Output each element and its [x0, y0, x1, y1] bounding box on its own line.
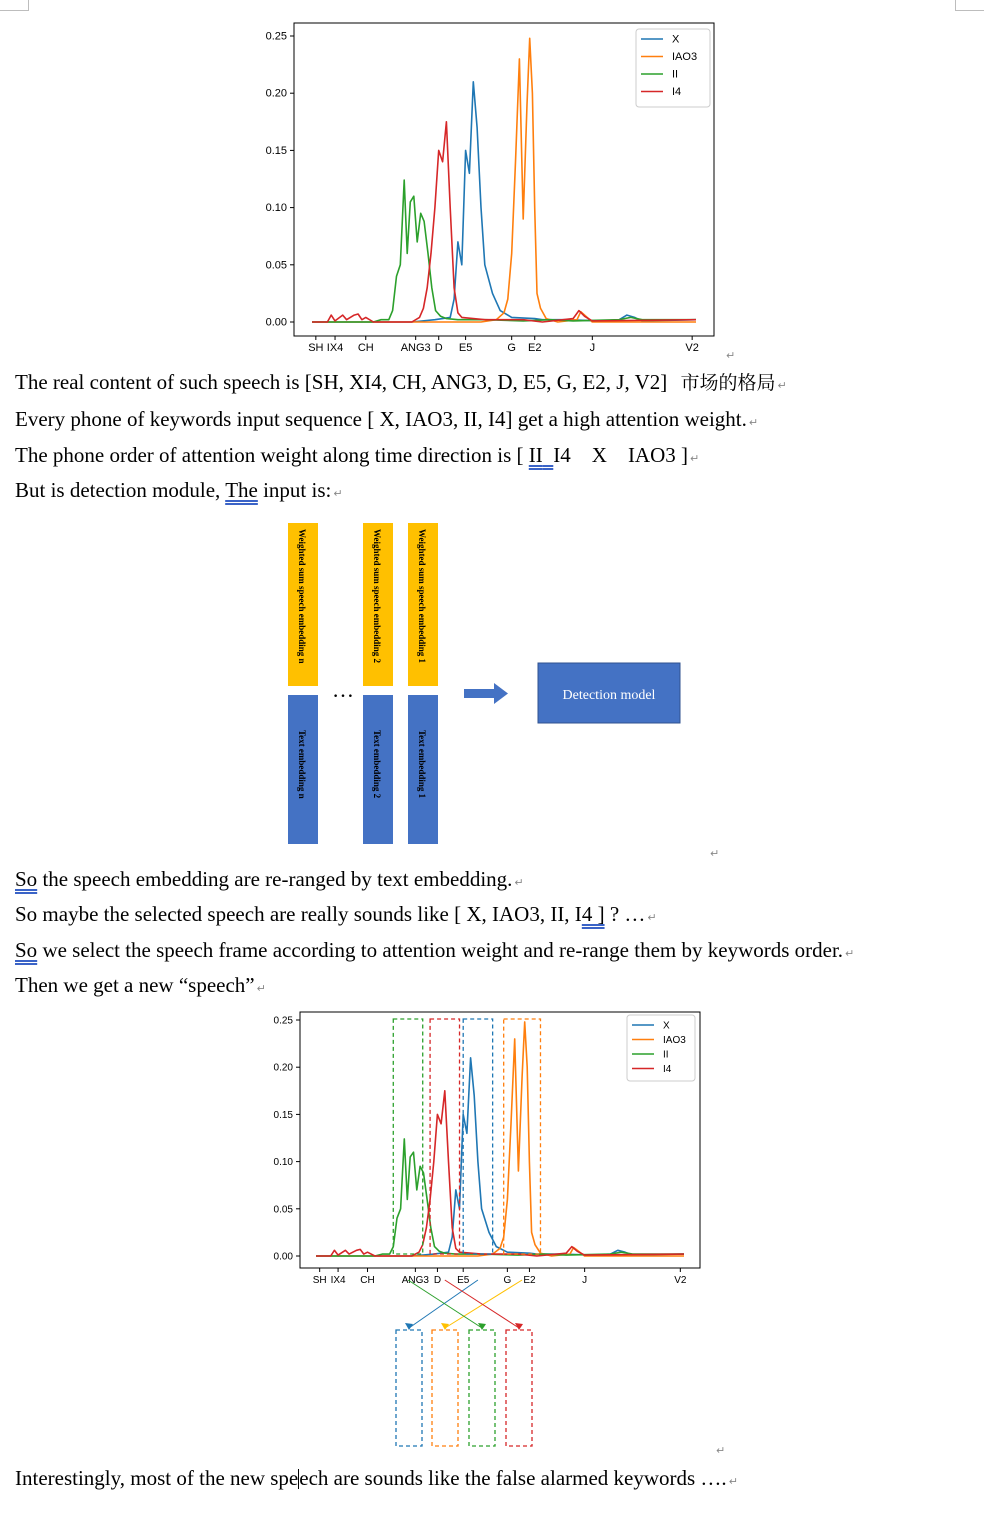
the-word: The — [225, 478, 258, 502]
y-tick-label: 0.05 — [265, 259, 287, 272]
new-speech-text: Then we get a new “speech” — [15, 973, 255, 997]
x-tick-label: V2 — [674, 1275, 687, 1286]
paragraph-mark: ↵ — [716, 1444, 726, 1457]
so-word: So — [15, 867, 38, 891]
legend-label: IAO3 — [663, 1035, 686, 1046]
paragraph-mark: ↵ — [710, 847, 720, 860]
legend-label: IAO3 — [672, 51, 698, 63]
speech-label-1: Weighted sum speech embedding 1 — [417, 529, 427, 664]
y-tick-label: 0.15 — [265, 144, 287, 157]
paragraph-detection-input: But is detection module, The input is: ↵ — [15, 478, 343, 502]
detection-model-box — [538, 663, 680, 723]
reordered-box-x — [396, 1330, 422, 1446]
so-word-2: So — [15, 938, 38, 962]
y-tick-label: 0.10 — [265, 202, 287, 215]
detection-diagram — [280, 515, 700, 850]
y-tick-label: 0.25 — [265, 30, 287, 43]
y-tick-label: 0.00 — [265, 316, 287, 329]
real-content-text: The real content of such speech is [SH, XI4, CH, ANG3, D, E5, G, E2, J, V2] — [15, 370, 668, 394]
reordered-box-iao3 — [432, 1330, 458, 1446]
x-tick-label: CH — [357, 342, 374, 354]
reordered-attention-chart — [250, 1004, 720, 1454]
x-tick-label: IX4 — [326, 342, 344, 354]
phone-gap — [543, 443, 554, 467]
y-tick-label: 0.10 — [273, 1157, 293, 1169]
reordered-box-ii — [469, 1330, 495, 1446]
detection-model-label: Detection model — [562, 688, 656, 703]
x-tick-label: G — [503, 1275, 512, 1286]
x-tick-label: SH — [308, 342, 324, 354]
detection-prefix: But is detection module, — [15, 478, 226, 502]
x-tick-label: G — [507, 342, 516, 354]
x-tick-label: J — [582, 1275, 588, 1286]
y-tick-label: 0.15 — [273, 1109, 293, 1121]
x-tick-label: ANG3 — [400, 342, 431, 354]
speech-embedding-1 — [408, 523, 438, 686]
paragraph-new-speech: Then we get a new “speech” ↵ — [15, 973, 266, 997]
legend-label: II — [663, 1049, 669, 1061]
conclusion-text-end: ech are sounds like the false alarmed keywords …. — [299, 1466, 727, 1490]
reordered-box-i4 — [506, 1330, 532, 1446]
keywords-text: Every phone of keywords input sequence [ X, IAO3, II, I4] get a high attention weight. — [15, 407, 747, 431]
detection-rest: input is: — [257, 478, 332, 502]
legend — [627, 1015, 695, 1081]
paragraph-mark: ↵ — [726, 349, 736, 362]
legend-label: II — [672, 68, 679, 81]
x-tick-label: D — [433, 1275, 442, 1286]
text-embedding-1 — [408, 695, 438, 844]
y-tick-label: 0.25 — [273, 1015, 293, 1027]
x-tick-label: D — [434, 342, 443, 354]
x-tick-label: ANG3 — [401, 1275, 429, 1286]
x-tick-label: SH — [312, 1275, 327, 1286]
paragraph-select-frames: So we select the speech frame according to attention weight and re-range them by keywords order. ↵ — [15, 938, 855, 962]
x-tick-label: J — [589, 342, 596, 354]
paragraph-phone-order: The phone order of attention weight along time direction is [ II I4 X IAO3 ] ↵ — [15, 443, 700, 467]
legend-label: X — [672, 33, 680, 46]
reranged-text: the speech embedding are re-ranged by text embedding. — [37, 867, 513, 891]
x-tick-label: IX4 — [330, 1275, 346, 1286]
phone-II: II — [528, 443, 543, 467]
speech-embedding-2 — [363, 523, 393, 686]
legend-label: I4 — [663, 1064, 672, 1075]
page-corner-marker-left — [0, 0, 29, 11]
paragraph-reranged: So the speech embedding are re-ranged by text embedding. ↵ — [15, 867, 524, 891]
legend-label: I4 — [672, 86, 682, 98]
y-tick-label: 0.20 — [265, 87, 287, 100]
phone-order-prefix: The phone order of attention weight along time direction is [ — [15, 443, 529, 467]
y-tick-label: 0.05 — [273, 1204, 293, 1216]
speech-embedding-n — [288, 523, 318, 686]
chinese-phrase: 市场的格局 — [680, 372, 776, 394]
i4-bracket: 4 ] — [581, 902, 605, 926]
x-tick-label: CH — [360, 1275, 375, 1286]
x-tick-label: E2 — [523, 1275, 536, 1286]
paragraph-sounds-like: So maybe the selected speech are really sounds like [ X, IAO3, II, I4 ] ? … ↵ — [15, 902, 657, 926]
text-label-n: Text embedding n — [297, 730, 307, 799]
legend-label: X — [663, 1020, 670, 1032]
text-embedding-2 — [363, 695, 393, 844]
x-tick-label: E5 — [458, 342, 473, 354]
select-frames-text: we select the speech frame according to attention weight and re-range them by keywords order. — [37, 938, 844, 962]
legend — [636, 29, 710, 107]
text-embedding-n — [288, 695, 318, 844]
attention-weight-chart — [240, 14, 730, 360]
paragraph-conclusion: Interestingly, most of the new speech are sounds like the false alarmed keywords …. ↵ — [15, 1466, 738, 1490]
conclusion-text-start: Interestingly, most of the new spe — [15, 1466, 299, 1490]
y-tick-label: 0.20 — [273, 1062, 293, 1074]
x-tick-label: E5 — [457, 1275, 470, 1286]
sounds-like-rest: ? … — [604, 902, 646, 926]
speech-label-n: Weighted sum speech embedding n — [297, 529, 307, 664]
x-tick-label: E2 — [527, 342, 542, 354]
paragraph-keywords: Every phone of keywords input sequence [ X, IAO3, II, I4] get a high attention weight. ↵ — [15, 407, 759, 431]
arrow-right-icon — [464, 683, 508, 704]
speech-label-2: Weighted sum speech embedding 2 — [372, 529, 382, 664]
page-corner-marker-right — [955, 0, 984, 11]
text-label-1: Text embedding 1 — [417, 730, 427, 799]
text-label-2: Text embedding 2 — [372, 730, 382, 799]
phone-order-rest: I4 X IAO3 ] — [553, 443, 689, 467]
sounds-like-prefix: So maybe the selected speech are really sounds like [ X, IAO3, II, I — [15, 902, 582, 926]
y-tick-label: 0.00 — [273, 1251, 293, 1263]
ellipsis: … — [332, 677, 354, 702]
x-tick-label: V2 — [685, 342, 699, 354]
paragraph-real-content: The real content of such speech is [SH, XI4, CH, ANG3, D, E5, G, E2, J, V2] 市场的格局 ↵ — [15, 370, 787, 394]
